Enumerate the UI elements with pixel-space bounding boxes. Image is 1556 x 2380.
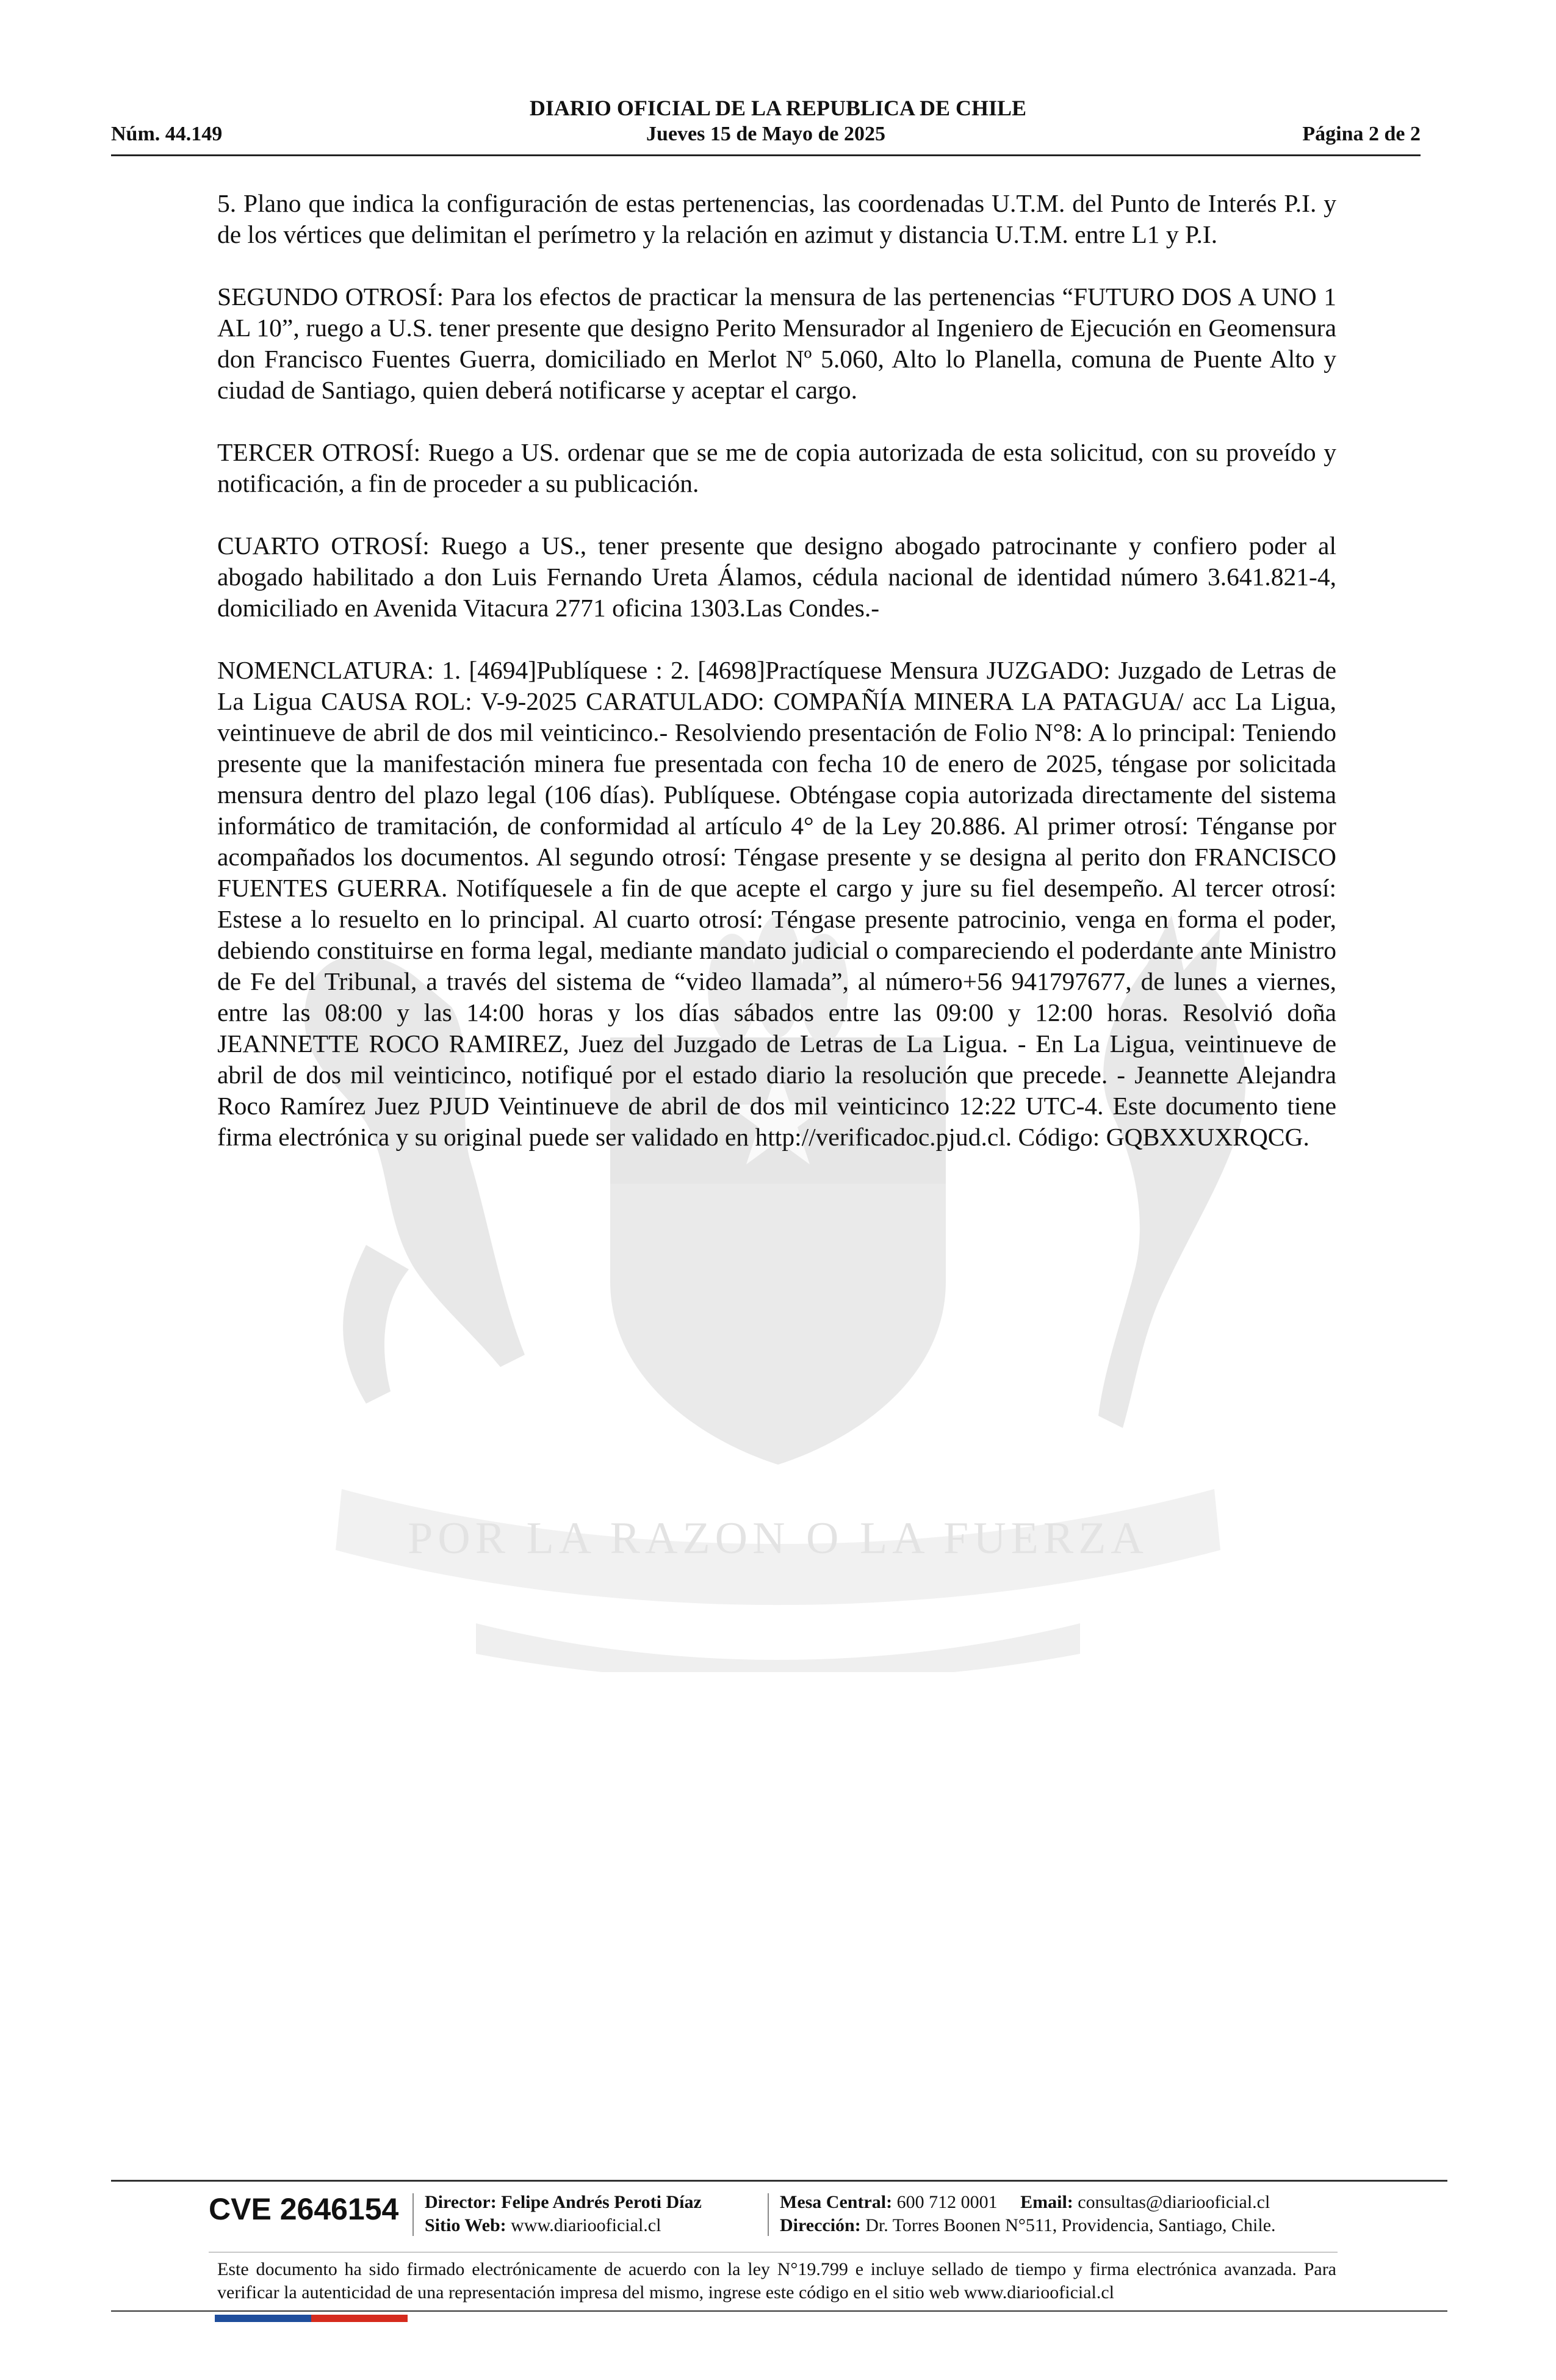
mesa-central-value: 600 712 0001 — [896, 2192, 998, 2212]
legal-notice: Este documento ha sido firmado electrónicamente de acuerdo con la ley N°19.799 e incluye sellado de tiempo y firma electrónica avanzada. Para verificar la autenticidad de una representación impresa del mismo, ingrese este código en el sitio web www.diariooficial.cl — [217, 2259, 1336, 2302]
article-body — [217, 188, 1336, 1184]
watermark-motto: POR LA RAZON O LA FUERZA — [408, 1513, 1148, 1563]
newspaper-title: DIARIO OFICIAL DE LA REPUBLICA DE CHILE — [529, 96, 1027, 120]
flag-stripe-blue — [215, 2315, 311, 2322]
header-divider — [111, 154, 1421, 156]
footer-contact-block — [780, 2191, 1353, 2237]
paragraph-segundo-otrosi: SEGUNDO OTROSÍ: Para los efectos de practicar la mensura de las pertenencias “FUTURO DOS A UNO 1 AL 10”, ruego a U.S. tener presente que designo Perito Mensurador al Ingeniero de Ejecución en Geomensura don Francisco Fuentes Guerra, domiciliado en Merlot Nº 5.060, Alto lo Planella, comuna de Puente Alto y ciudad de Santiago, quien deberá notificarse y aceptar el cargo. — [217, 283, 1336, 404]
cve-code: CVE 2646154 — [209, 2192, 399, 2226]
email-label: Email: — [1020, 2192, 1073, 2212]
header-row — [111, 121, 1421, 148]
issue-date: Jueves 15 de Mayo de 2025 — [646, 123, 885, 145]
email-value: consultas@diariooficial.cl — [1078, 2192, 1270, 2212]
issue-number: Núm. 44.149 — [111, 123, 223, 145]
footer-divider-top — [111, 2180, 1447, 2182]
footer-divider-bottom — [111, 2310, 1447, 2312]
paragraph-nomenclatura: NOMENCLATURA: 1. [4694]Publíquese : 2. [4698]Practíquese Mensura JUZGADO: Juzgado de Letras de La Ligua CAUSA ROL: V-9-2025 CARATULADO: COMPAÑÍA MINERA LA PATAGUA/ acc La Ligua, veintinueve de abril de dos mil veinticinco.- Resolviendo presentación de Folio N°8: A lo principal: Teniendo presente que la manifestación minera fue presentada con fecha 10 de enero de 2025, téngase por solicitada mensura dentro del plazo legal (106 días). Publíquese. Obténgase copia autorizada directamente del sistema informático de tramitación, de conformidad al artículo 4° de la Ley 20.886. Al primer otrosí: Ténganse por acompañados los documentos. Al segundo otrosí: Téngase presente y se designa al perito don FRANCISCO FUENTES GUERRA. Notifíquesele a fin de que acepte el cargo y jure su fiel desempeño. Al tercer otrosí: Estese a lo resuelto en lo principal. Al cuarto otrosí: Téngase presente patrocinio, venga en forma el poder, debiendo constituirse en forma legal, mediante mandato judicial o compareciendo el poderdante ante Ministro de Fe del Tribunal, a través del sistema de “video llamada”, al número+56 941797677, de lunes a viernes, entre las 08:00 y las 14:00 horas y los días sábados entre las 09:00 y 12:00 horas. Resolvió doña JEANNETTE ROCO RAMIREZ, Juez del Juzgado de Letras de La Ligua. - En La Ligua, veintinueve de abril de dos mil veinticinco, notifiqué por el estado diario la resolución que precede. - Jeannette Alejandra Roco Ramírez Juez PJUD Veintinueve de abril de dos mil veinticinco 12:22 UTC-4. Este documento tiene firma electrónica y su original puede ser validado en http://verificadoc.pjud.cl. Código: GQBXXUXRQCG. — [217, 656, 1336, 1151]
footer-director-block — [425, 2191, 766, 2237]
address-label: Dirección: — [780, 2215, 861, 2235]
flag-stripe-red — [311, 2315, 408, 2322]
footer-separator — [412, 2193, 414, 2236]
director-name: Felipe Andrés Peroti Díaz — [501, 2192, 702, 2212]
page-indicator: Página 2 de 2 — [1302, 123, 1421, 145]
address-value: Dr. Torres Boonen N°511, Providencia, Santiago, Chile. — [865, 2215, 1276, 2235]
paragraph-tercer-otrosi: TERCER OTROSÍ: Ruego a US. ordenar que se me de copia autorizada de esta solicitud, con su proveído y notificación, a fin de proceder a su publicación. — [217, 438, 1336, 497]
mesa-central-label: Mesa Central: — [780, 2192, 893, 2212]
website-label: Sitio Web: — [425, 2215, 506, 2235]
paragraph-cuarto-otrosi: CUARTO OTROSÍ: Ruego a US., tener presente que designo abogado patrocinante y confiero poder al abogado habilitado a don Luis Fernando Ureta Álamos, cédula nacional de identidad número 3.641.821-4, domiciliado en Avenida Vitacura 2771 oficina 1303.Las Condes.- — [217, 532, 1336, 622]
paragraph-plano: 5. Plano que indica la configuración de estas pertenencias, las coordenadas U.T.M. del Punto de Interés P.I. y de los vértices que delimitan el perímetro y la relación en azimut y distancia U.T.M. entre L1 y P.I. — [217, 189, 1336, 248]
website-value: www.diariooficial.cl — [511, 2215, 661, 2235]
director-label: Director: — [425, 2192, 497, 2212]
footer-separator — [768, 2193, 769, 2236]
